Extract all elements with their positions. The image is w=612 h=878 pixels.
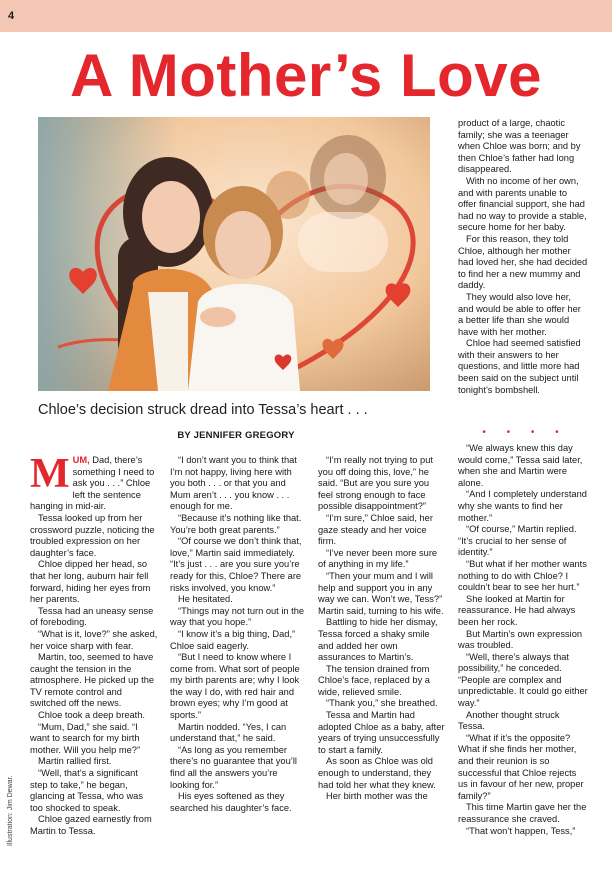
paragraph: The tension drained from Chloe’s face, replaced by a wide, relieved smile. [318,663,430,697]
text-column-2 [170,455,305,814]
paragraph: With no income of her own, and with parents unable to offer financial support, she had had no way to provide a stable, secure home for her baby. [458,175,587,233]
lead-in: UM, [72,455,90,465]
illustration-credit: Illustration: Jim Dewar. [7,775,14,846]
illustration [38,117,430,391]
paragraph: Tessa looked up from her crossword puzzle, noticing the troubled expression on her daughter’s face. [30,512,155,558]
paragraph: “I know it’s a big thing, Dad,” Chloe said eagerly. [170,628,296,651]
paragraph: Martin nodded. “Yes, I can understand that,” he said. [170,721,287,744]
paragraph: For this reason, they told Chloe, although her mother had loved her, she had decided to find her a new mummy and daddy. [458,233,588,291]
paragraph: “Of course we don’t think that, love,” Martin said immediately. “It’s just . . . are you sure you’re ready for this, Chloe? There are risks involved, you know.” [170,536,302,593]
paragraph: “Because it’s nothing like that. You’re both great parents.” [170,512,302,535]
paragraph: “Mum, Dad,” she said. “I want to search for my birth mother. Will you help me?” [30,721,141,755]
paragraph: As soon as Chloe was old enough to understand, they had told her what they knew. [318,756,436,790]
section-separator: • • • • [482,427,568,438]
paragraph: “I’m really not trying to put you off doing this, love,” he said. “But are you sure you feel strong enough to face possible disappointment?” [318,455,433,512]
paragraph: Tessa had an uneasy sense of foreboding. [30,605,154,628]
image-caption: Chloe’s decision struck dread into Tessa’s heart . . . [38,402,368,418]
paragraph: “Well, that’s a significant step to take,” he began, glancing at Tessa, who was too shocked to speak. [30,768,144,813]
paragraph: “As long as you remember there’s no guarantee that you’ll find all the answers you’re looking for.” [170,744,297,790]
article-title: A Mother’s Love [69,42,542,109]
drop-cap: M [30,451,70,497]
paragraph: “What is it, love?” she asked, her voice sharp with fear. [30,628,158,651]
paragraph: “I’m sure,” Chloe said, her gaze steady and her voice firm. [318,512,433,547]
paragraph: Chloe took a deep breath. [38,710,145,721]
paragraph: “And I completely understand why she wants to find her mother.” [458,489,587,523]
paragraph: “We always knew this day would come,” Tessa said later, when she and Martin were alone. [458,443,583,488]
paragraph: “What if it’s the opposite? What if she finds her mother, and their reunion is so successful that Chloe rejects us in favour of her new, proper family?” [458,732,584,801]
text-column-1 [30,451,158,838]
opening-text: Dad, there’s something I need to ask you . . .” Chloe left the sentence hanging in mid-air. [30,455,155,512]
paragraph: Her birth mother was the [326,791,428,802]
paragraph: “I’ve never been more sure of anything in my life.” [318,547,438,570]
paragraph: She looked at Martin for reassurance. He had always been her rock. [458,593,576,627]
paragraph: “But what if her mother wants nothing to do with Chloe? I couldn’t bear to see her hurt.” [458,558,587,593]
header-band [0,0,612,32]
paragraph: Martin rallied first. [38,756,112,767]
paragraph: His eyes softened as they searched his daughter’s face. [170,791,292,813]
paragraph: “Well, there’s always that possibility,” he conceded. “People are complex and unpredictable. It could go either way.” [458,651,588,709]
paragraph: Chloe had seemed satisfied with their answers to her questions, and little more had been said on the subject until tonight’s bombshell. [458,338,581,395]
paragraph: Chloe dipped her head, so that her long, auburn hair fell forward, hiding her eyes from her parents. [30,559,151,605]
paragraph: They would also love her, and would be able to offer her a better life than she would have with her mother. [458,291,581,337]
paragraph: Tessa and Martin had adopted Chloe as a baby, after years of trying unsuccessfully to start a family. [318,710,445,755]
byline: BY JENNIFER GREGORY [177,430,295,441]
paragraph: This time Martin gave her the reassurance she craved. [458,802,587,824]
paragraph: “Thank you,” she breathed. [326,698,438,709]
paragraph: Martin, too, seemed to have caught the tension in the atmosphere. He picked up the TV remote control and switched off the news. [30,652,155,709]
paragraph: “I don’t want you to think that I’m not happy, living here with you both . . . or that you and Mum aren’t . . . you know . . . enough for me. [170,455,297,512]
text-column-3 [318,455,446,803]
paragraph: “Things may not turn out in the way that you hope.” [170,605,305,628]
paragraph: Another thought struck Tessa. [458,709,560,732]
paragraph: Battling to hide her dismay, Tessa forced a shaky smile and added her own assurances to Martin’s. [318,617,438,663]
paragraph: product of a large, chaotic family; she was a teenager when Chloe was born; and by then Chloe’s father had long disappeared. [458,118,581,175]
page-number: 4 [8,10,15,22]
paragraph: “But I need to know where I come from. What sort of people my birth parents are; why I look the way I do, with red hair and brown eyes; why I’m good at sports.” [170,652,300,721]
text-column-4-bottom [458,443,588,837]
paragraph: “Then your mum and I will help and support you in any way we can. Won’t we, Tess?” Martin said, turning to his wife. [318,570,444,616]
paragraph: “That won’t happen, Tess,” [466,825,576,836]
text-column-4-top [458,118,588,396]
paragraph: “Of course,” Martin replied. “It’s crucial to her sense of identity.” [458,524,577,558]
paragraph: Chloe gazed earnestly from Martin to Tessa. [30,814,152,836]
paragraph: He hesitated. [178,594,233,605]
paragraph: But Martin’s own expression was troubled. [458,628,583,651]
paragraph [30,451,158,513]
